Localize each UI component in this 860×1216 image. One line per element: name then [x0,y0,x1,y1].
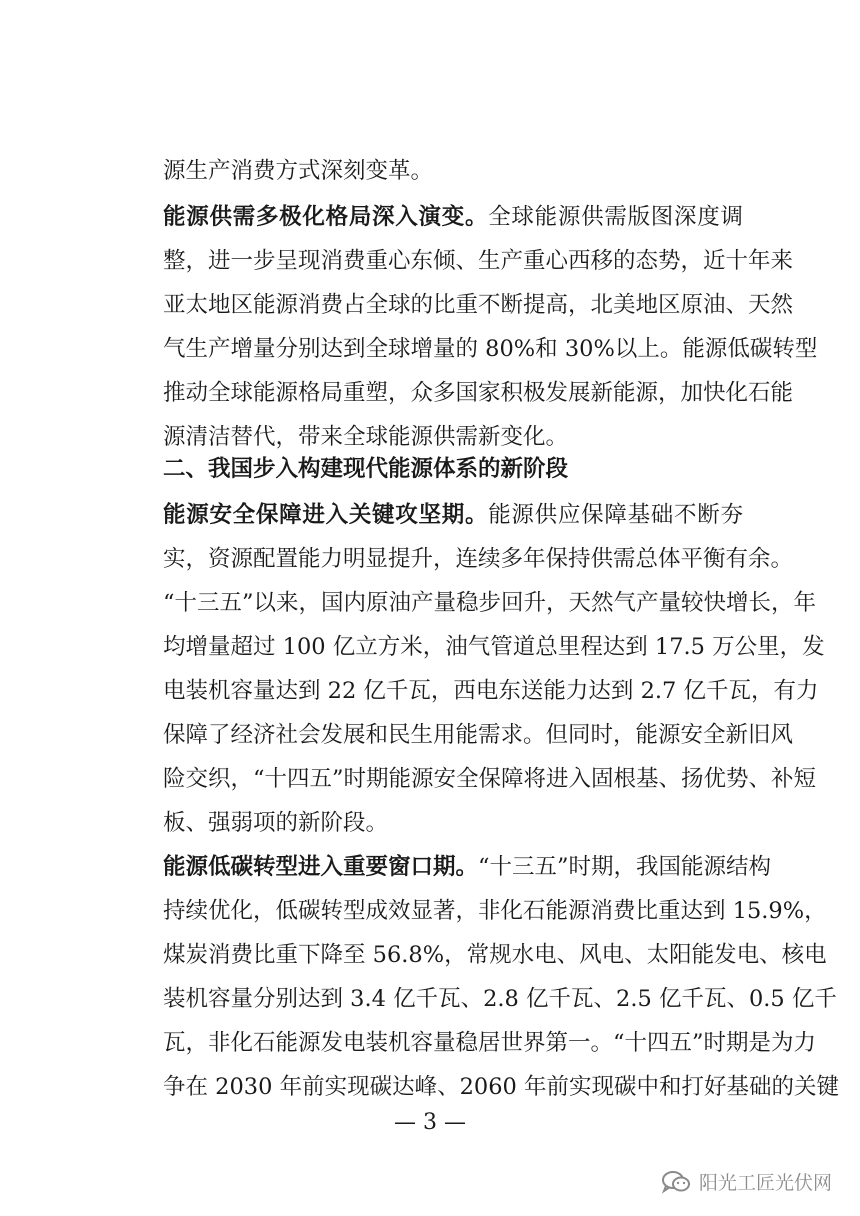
paragraph-line: “十三五”以来，国内原油产量稳步回升，天然气产量较快增长，年 [163,590,817,616]
paragraph-line: 整，进一步呈现消费重心东倾、生产重心西移的态势，近十年来 [163,248,794,274]
paragraph-line: 持续优化，低碳转型成效显著，非化石能源消费比重达到 15.9%， [163,898,827,924]
paragraph-line: 装机容量分别达到 3.4 亿千瓦、2.8 亿千瓦、2.5 亿千瓦、0.5 亿千 [163,986,837,1012]
paragraph-line: 气生产增量分别达到全球增量的 80%和 30%以上。能源低碳转型 [163,336,818,362]
paragraph-text: “十三五”时期，我国能源结构 [478,854,772,880]
paragraph-line: 争在 2030 年前实现碳达峰、2060 年前实现碳中和打好基础的关键 [163,1074,839,1100]
paragraph-line: 源清洁替代，带来全球能源供需新变化。 [163,424,569,450]
watermark-text: 阳光工匠光伏网 [698,1172,832,1194]
paragraph-line [163,202,743,232]
paragraph-line: 板、强弱项的新阶段。 [163,810,389,836]
paragraph-line: 源生产消费方式深刻变革。 [163,158,434,184]
paragraph-line: 险交织，“十四五”时期能源安全保障将进入固根基、扬优势、补短 [163,766,817,792]
paragraph-text: 全球能源供需版图深度调 [488,204,743,230]
paragraph-lead: 能源安全保障进入关键攻坚期。 [163,502,489,528]
paragraph-line: 亚太地区能源消费占全球的比重不断提高，北美地区原油、天然 [163,292,794,318]
paragraph-line: 电装机容量达到 22 亿千瓦，西电东送能力达到 2.7 亿千瓦，有力 [163,678,819,704]
paragraph-lead: 能源低碳转型进入重要窗口期。 [163,854,479,880]
page-number: — 3 — [394,1110,466,1135]
paragraph-line: 均增量超过 100 亿立方米，油气管道总里程达到 17.5 万公里，发 [163,634,825,660]
paragraph-line [163,500,743,530]
paragraph-line: 煤炭消费比重下降至 56.8%，常规水电、风电、太阳能发电、核电 [163,942,827,968]
wechat-icon [661,1170,691,1194]
watermark [661,1168,832,1195]
section-heading: 二、我国步入构建现代能源体系的新阶段 [163,456,569,482]
paragraph-lead: 能源供需多极化格局深入演变。 [163,204,489,230]
paragraph-line: 瓦，非化石能源发电装机容量稳居世界第一。“十四五”时期是为力 [163,1030,817,1056]
paragraph-line: 推动全球能源格局重塑，众多国家积极发展新能源，加快化石能 [163,380,794,406]
paragraph-text: 能源供应保障基础不断夯 [488,502,743,528]
paragraph-line: 保障了经济社会发展和民生用能需求。但同时，能源安全新旧风 [163,722,794,748]
paragraph-line [163,852,772,882]
paragraph-line: 实，资源配置能力明显提升，连续多年保持供需总体平衡有余。 [163,546,794,572]
